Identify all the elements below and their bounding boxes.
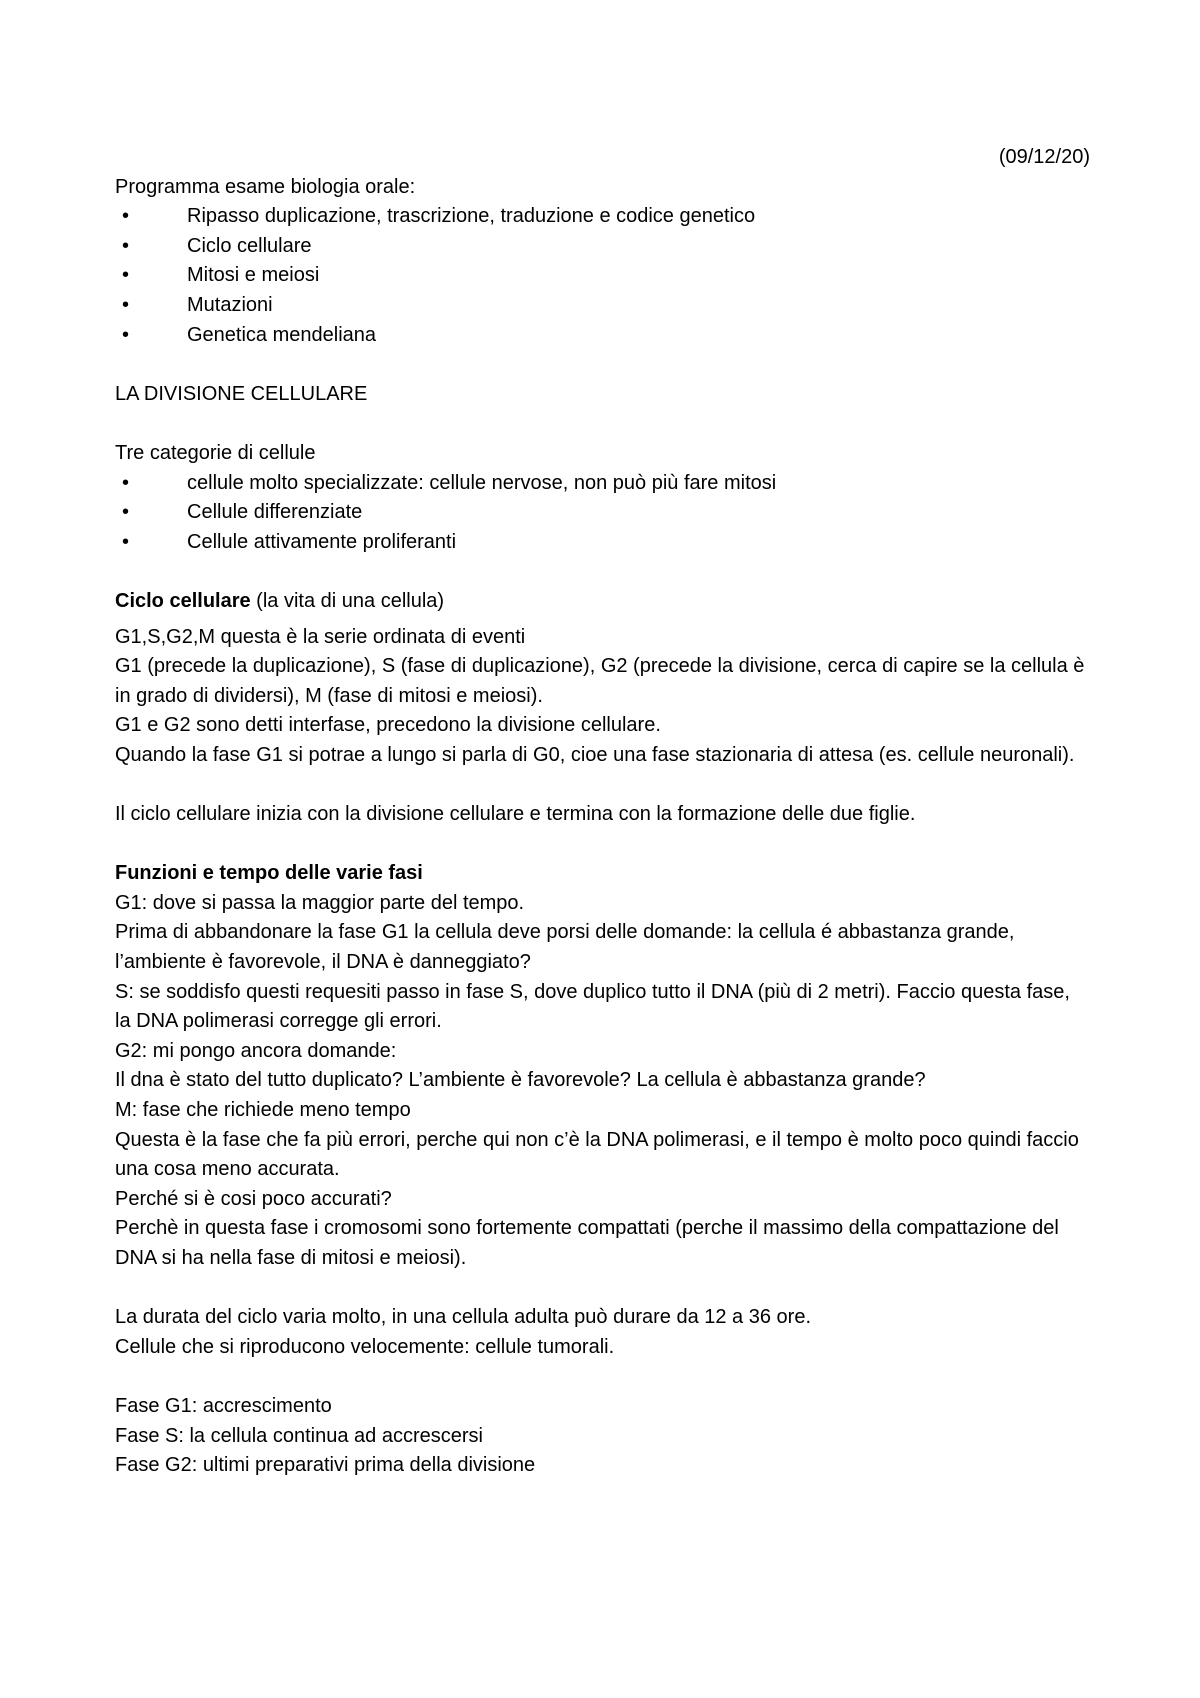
paragraph: Il dna è stato del tutto duplicato? L’ambiente è favorevole? La cellula è abbastanza grande? (115, 1069, 926, 1092)
paragraph: S: se soddisfo questi requesiti passo in fase S, dove duplico tutto il DNA (più di 2 metri). Faccio questa fase, la DNA polimerasi corregge gli errori. (115, 980, 1070, 1033)
paragraph: Prima di abbandonare la fase G1 la cellula deve porsi delle domande: la cellula é abbastanza grande, l’ambiente è favorevole, il DNA è danneggiato? (115, 921, 1015, 974)
spacer (115, 1274, 1090, 1304)
list-item: • Genetica mendeliana (115, 321, 1090, 351)
categories-title: Tre categorie di cellule (115, 441, 316, 464)
section-heading-division: LA DIVISIONE CELLULARE (115, 382, 368, 405)
paragraph: Il ciclo cellulare inizia con la divisione cellulare e termina con la formazione delle due figlie. (115, 803, 916, 826)
phase-g2-line: Fase G2: ultimi preparativi prima della divisione (115, 1454, 536, 1477)
spacer (115, 409, 1090, 439)
bullet-icon: • (122, 205, 130, 228)
spacer (115, 830, 1090, 860)
paragraph: G1 (precede la duplicazione), S (fase di duplicazione), G2 (precede la divisione, cerca di capire se la cellula è in grado di dividersi), M (fase di mitosi e meiosi). (115, 655, 1085, 707)
bullet-icon: • (122, 234, 130, 257)
bullet-icon: • (122, 501, 130, 524)
program-list (115, 202, 1090, 350)
paragraph: Quando la fase G1 si potrae a lungo si parla di G0, cioe una fase stazionaria di attesa (es. cellule neuronali). (115, 743, 1075, 766)
spacer (115, 350, 1090, 380)
section-heading-phases: Funzioni e tempo delle varie fasi (115, 862, 423, 885)
paragraph: G1 e G2 sono detti interfase, precedono la divisione cellulare. (115, 714, 661, 737)
spacer (115, 770, 1090, 800)
bullet-icon: • (122, 293, 130, 316)
list-item: • Cellule differenziate (115, 498, 1090, 528)
list-item: • Ripasso duplicazione, trascrizione, traduzione e codice genetico (115, 202, 1090, 232)
paragraph: M: fase che richiede meno tempo (115, 1099, 411, 1121)
program-title: Programma esame biologia orale: (115, 175, 416, 198)
phase-s-line: Fase S: la cellula continua ad accrescersi (115, 1424, 483, 1447)
list-item: • Mutazioni (115, 291, 1090, 321)
paragraph: Perchè in questa fase i cromosomi sono fortemente compattati (perche il massimo della compattazione del DNA si ha nella fase di mitosi e meiosi). (115, 1217, 1059, 1269)
paragraph: G1,S,G2,M questa è la serie ordinata di eventi (115, 625, 526, 648)
cycle-heading-bold: Ciclo cellulare (115, 589, 251, 612)
list-item: • Mitosi e meiosi (115, 261, 1090, 291)
phase-g1-line: Fase G1: accrescimento (115, 1394, 332, 1417)
paragraph: G1: dove si passa la maggior parte del tempo. (115, 891, 525, 914)
list-item: • Ciclo cellulare (115, 232, 1090, 262)
spacer (115, 1362, 1090, 1392)
paragraph: La durata del ciclo varia molto, in una cellula adulta può durare da 12 a 36 ore. (115, 1306, 812, 1329)
bullet-icon: • (122, 530, 130, 553)
categories-list (115, 469, 1090, 558)
document-date: (09/12/20) (998, 146, 1090, 168)
document-page (115, 143, 1090, 1481)
bullet-icon: • (122, 471, 130, 494)
spacer (115, 557, 1090, 587)
list-item: • Cellule attivamente proliferanti (115, 528, 1090, 558)
paragraph: G2: mi pongo ancora domande: (115, 1039, 397, 1062)
paragraph: Questa è la fase che fa più errori, perche qui non c’è la DNA polimerasi, e il tempo è molto poco quindi faccio una cosa meno accurata. (115, 1128, 1079, 1181)
cycle-heading-rest: (la vita di una cellula) (250, 589, 445, 612)
list-item: • cellule molto specializzate: cellule nervose, non può più fare mitosi (115, 469, 1090, 499)
bullet-icon: • (122, 323, 130, 346)
paragraph: Cellule che si riproducono velocemente: cellule tumorali. (115, 1335, 615, 1358)
section-heading-cycle (115, 587, 1090, 617)
bullet-icon: • (122, 264, 130, 287)
paragraph: Perché si è cosi poco accurati? (115, 1187, 392, 1210)
